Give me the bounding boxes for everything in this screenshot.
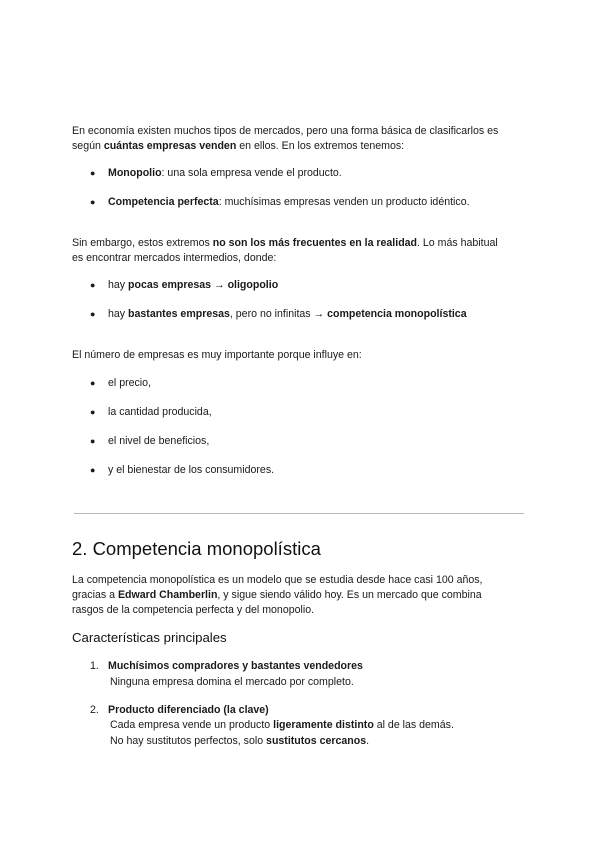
- list-item-bold: pocas empresas: [128, 279, 212, 291]
- numbered-item-2-title: [90, 703, 269, 718]
- section-paragraph: [72, 573, 528, 618]
- bullet-icon: ●: [90, 280, 96, 290]
- section-line-3: rasgos de la competencia perfecta y del monopolio.: [72, 604, 315, 616]
- list-item-competencia-monopolistica: [90, 307, 467, 322]
- horizontal-divider: [74, 513, 524, 514]
- numbered-item-2-detail-1: [110, 718, 454, 733]
- list-item-cantidad: [90, 405, 212, 420]
- bullet-icon: ●: [90, 168, 96, 178]
- middle-paragraph: [72, 236, 528, 266]
- numbered-item-2-detail-2: [110, 734, 369, 749]
- detail-text: No hay sustitutos perfectos, solo: [110, 735, 267, 747]
- list-item-bold: oligopolio: [227, 279, 279, 291]
- middle-line-1-post: . Lo más habitual: [417, 237, 498, 249]
- list-item-competencia-perfecta: [90, 195, 470, 210]
- list-item-bold: bastantes empresas: [128, 308, 230, 320]
- list-item-text: →: [211, 279, 228, 291]
- list-item-text: : muchísimas empresas venden un producto idéntico.: [218, 196, 470, 208]
- section-line-1: La competencia monopolística es un modelo que se estudia desde hace casi 100 años,: [72, 574, 483, 586]
- detail-text: .: [366, 735, 370, 747]
- list-item-bold: Monopolio: [108, 167, 162, 179]
- list-item-text: hay: [108, 308, 129, 320]
- item-title: Muchísimos compradores y bastantes vendedores: [108, 660, 363, 672]
- intro-paragraph: [72, 124, 528, 154]
- influence-paragraph: El número de empresas es muy importante porque influye en:: [72, 349, 362, 361]
- list-item-text: : una sola empresa vende el producto.: [161, 167, 342, 179]
- list-item-text: la cantidad producida,: [108, 406, 212, 418]
- list-item-text: , pero no infinitas →: [229, 308, 328, 320]
- bullet-icon: ●: [90, 197, 96, 207]
- intro-line-2-pre: según: [72, 140, 104, 152]
- detail-bold: ligeramente distinto: [273, 719, 374, 731]
- intro-line-2-bold: cuántas empresas venden: [103, 140, 237, 152]
- item-number: 2.: [90, 704, 99, 716]
- item-title: Producto diferenciado (la clave): [108, 704, 269, 716]
- bullet-icon: ●: [90, 407, 96, 417]
- bullet-icon: ●: [90, 309, 96, 319]
- bullet-icon: ●: [90, 436, 96, 446]
- list-item-oligopolio: [90, 278, 278, 293]
- list-item-precio: [90, 376, 151, 391]
- features-title: Características principales: [72, 630, 227, 645]
- numbered-item-1-detail: Ninguna empresa domina el mercado por completo.: [110, 676, 354, 688]
- bullet-icon: ●: [90, 465, 96, 475]
- list-item-bienestar: [90, 463, 274, 478]
- list-item-text: el nivel de beneficios,: [108, 435, 210, 447]
- detail-bold: sustitutos cercanos: [266, 735, 367, 747]
- middle-line-2: es encontrar mercados intermedios, donde:: [72, 252, 277, 264]
- item-number: 1.: [90, 660, 99, 672]
- detail-text: al de las demás.: [373, 719, 454, 731]
- section-line-2-post: , y sigue siendo válido hoy. Es un mercado que combina: [217, 589, 482, 601]
- bullet-icon: ●: [90, 378, 96, 388]
- list-item-text: el precio,: [108, 377, 151, 389]
- intro-line-1: En economía existen muchos tipos de mercados, pero una forma básica de clasificarlos es: [72, 125, 499, 137]
- list-item-text: hay: [108, 279, 129, 291]
- section-line-2-bold: Edward Chamberlin: [117, 589, 218, 601]
- middle-line-1-bold: no son los más frecuentes en la realidad: [212, 237, 418, 249]
- list-item-beneficios: [90, 434, 209, 449]
- middle-line-1-pre: Sin embargo, estos extremos: [72, 237, 213, 249]
- numbered-item-1-title: [90, 659, 363, 674]
- detail-text: Cada empresa vende un producto: [110, 719, 274, 731]
- section-line-2-pre: gracias a: [72, 589, 118, 601]
- section-title: 2. Competencia monopolística: [72, 538, 321, 559]
- list-item-bold: competencia monopolística: [327, 308, 467, 320]
- list-item-monopolio: [90, 166, 342, 181]
- list-item-text: y el bienestar de los consumidores.: [108, 464, 275, 476]
- intro-line-2-post: en ellos. En los extremos tenemos:: [236, 140, 405, 152]
- list-item-bold: Competencia perfecta: [108, 196, 219, 208]
